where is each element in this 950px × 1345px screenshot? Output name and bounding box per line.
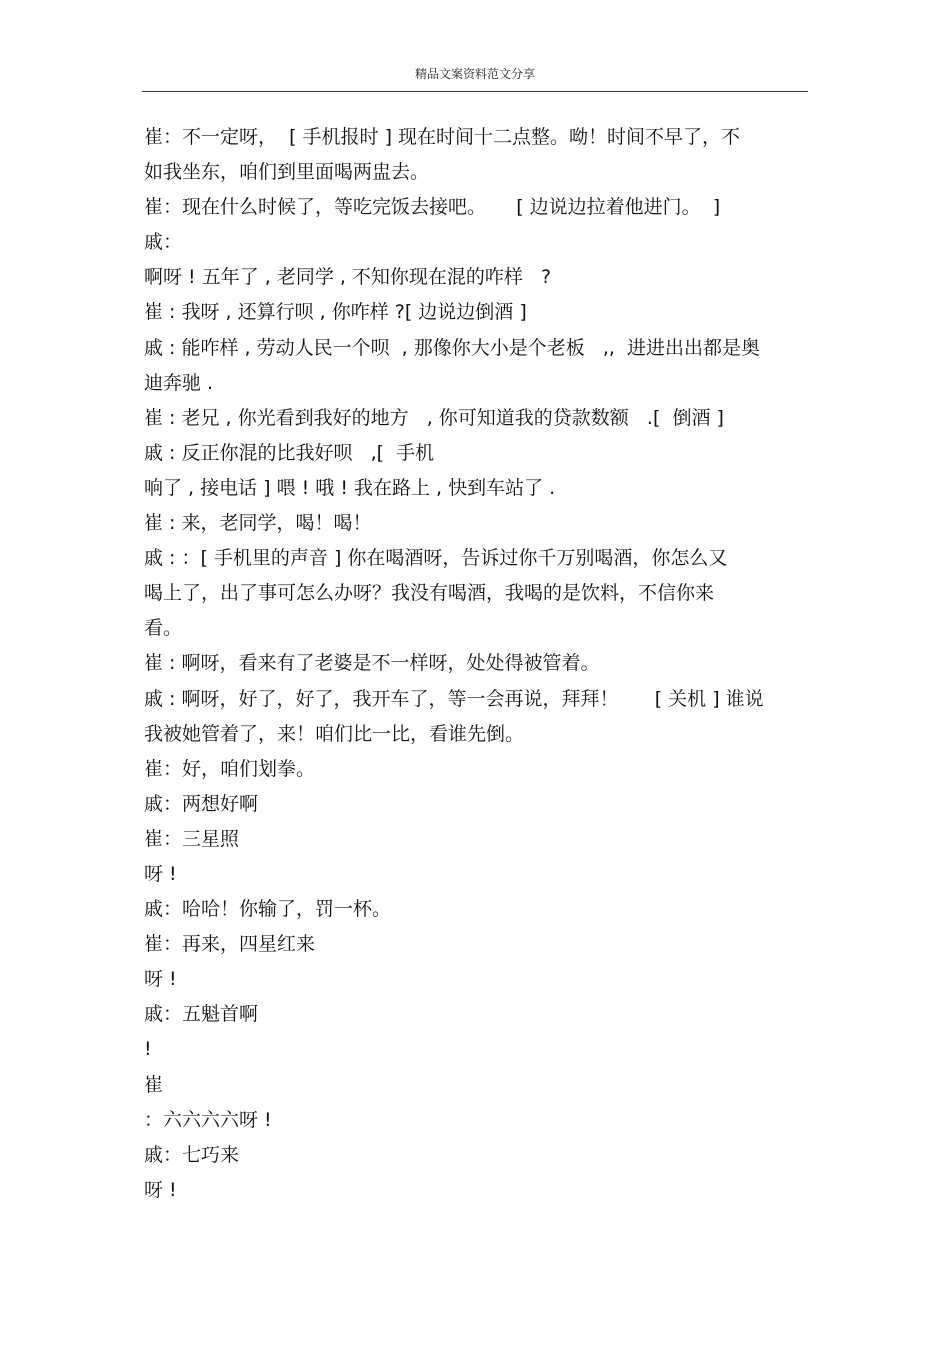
script-line: 戚 : ：[ 手机里的声音 ] 你在喝酒呀，告诉过你千万别喝酒，你怎么又 [144, 547, 728, 570]
header-divider [142, 91, 808, 92]
script-line: 崔 : 来，老同学，喝！喝！ [144, 512, 372, 535]
script-line: 崔：再来，四星红来 [144, 933, 316, 956]
script-body [144, 120, 808, 1208]
script-line: 戚 : 反正你混的比我好呗 ,[ 手机 [144, 441, 435, 464]
script-line: 戚：哈哈！你输了，罚一杯。 [144, 898, 392, 921]
script-line: 戚：五魁首啊 [144, 1003, 259, 1026]
script-line: 崔 [144, 1073, 164, 1096]
page-header: 精品文案资料范文分享 [414, 67, 535, 81]
script-line: 崔 : 啊呀，看来有了老婆是不一样呀，处处得被管着。 [144, 652, 600, 675]
script-line: ! [144, 1038, 152, 1061]
script-line: 呀 ! [144, 1178, 177, 1201]
script-line: 崔：好，咱们划拳。 [144, 757, 316, 780]
script-line: 如我坐东，咱们到里面喝两盅去。 [144, 161, 430, 184]
script-line: 我被她管着了，来！咱们比一比，看谁先倒。 [144, 722, 525, 745]
script-line: 崔：三星照 [144, 827, 240, 850]
script-line: 戚 : 能咋样 , 劳动人民一个呗 , 那像你大小是个老板 ,, 进进出出都是奥 [144, 336, 761, 359]
script-line: 崔：现在什么时候了，等吃完饭去接吧。 [ 边说边拉着他进门。 ] [144, 196, 721, 219]
script-line: 戚：七巧来 [144, 1143, 240, 1166]
script-line: 喝上了，出了事可怎么办呀？我没有喝酒，我喝的是饮料，不信你来 [144, 582, 715, 605]
script-line: 戚：两想好啊 [144, 792, 259, 815]
script-line: 啊呀 ! 五年了 , 老同学 , 不知你现在混的咋样 ? [144, 266, 552, 289]
script-line: 呀 ! [144, 968, 177, 991]
script-line: 迪奔驰 . [144, 371, 214, 394]
script-line: 崔：不一定呀， [ 手机报时 ] 现在时间十二点整。呦！时间不早了，不 [144, 126, 741, 148]
script-line: 戚 : 啊呀，好了，好了，我开车了，等一会再说，拜拜！ [ 关机 ] 谁说 [144, 687, 764, 710]
script-line: 崔 : 老兄 , 你光看到我好的地方 , 你可知道我的贷款数额 .[ 倒酒 ] [144, 406, 724, 429]
script-line: 响了 , 接电话 ] 喂 ! 哦 ! 我在路上 , 快到车站了 . [144, 476, 556, 499]
script-line: ：六六六六呀 ! [144, 1108, 272, 1131]
script-line: 呀 ! [144, 862, 177, 885]
script-line: 戚： [144, 231, 183, 254]
script-line: 看。 [144, 617, 183, 640]
script-line: 崔 : 我呀 , 还算行呗 , 你咋样 ?[ 边说边倒酒 ] [144, 301, 527, 324]
